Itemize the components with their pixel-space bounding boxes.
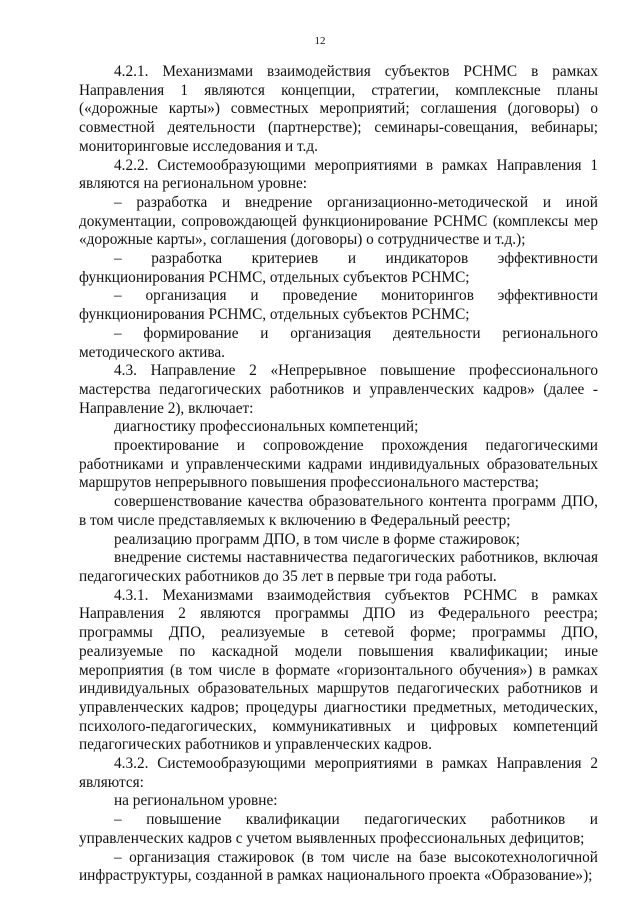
list-item: – формирование и организация деятельности регионального методического актива. [79,324,598,361]
list-item: совершенствование качества образовательного контента программ ДПО, в том числе представляемых к включению в Федеральный реестр; [79,493,598,529]
paragraph-4-3-1: 4.3.1. Механизмами взаимодействия субъектов РСНМС в рамках Направления 2 являются программы ДПО из Федерального реестра; программы ДПО, реализуемые в сетевой форме; программы ДПО, реализуемые по каскадной модели повышения квалификации; иные мероприятия (в том числе в формате «горизонтального обучения») в рамках индивидуальных образовательных маршрутов педагогических работников и управленческих кадров; процедуры диагностики предметных, методических, психолого-педагогических, коммуникативных и цифровых компетенций педагогических работников и управленческих кадров. [79,586,598,754]
list-item: внедрение системы наставничества педагогических работников, включая педагогических работников до 35 лет в первые три года работы. [79,549,598,585]
list-item: реализацию программ ДПО, в том числе в форме стажировок; [114,530,520,548]
paragraph-4-3-2: 4.3.2. Системообразующими мероприятиями в рамках Направления 2 являются: [79,755,598,791]
list-item: – разработка критериев и индикаторов эффективности функционирования РСНМС, отдельных субъектов РСНМС; [79,250,598,286]
list-item: диагностику профессиональных компетенций; [114,418,419,436]
document-body [79,63,598,886]
list-item: – повышение квалификации педагогических работников и управленческих кадров с учетом выявленных профессиональных дефицитов; [79,811,598,847]
paragraph-4-3: 4.3. Направление 2 «Непрерывное повышение профессионального мастерства педагогических работников и управленческих кадров» (далее - Направление 2), включает: [79,362,598,417]
paragraph-4-2-2: 4.2.2. Системообразующими мероприятиями в рамках Направления 1 являются на региональном уровне: [79,156,598,193]
list-item: – разработка и внедрение организационно-методической и иной документации, сопровождающей функционирование РСНМС (комплексы мер «дорожные карты», соглашения (договоры) о сотрудничестве и т.д.); [79,193,598,249]
subheading-regional-level: на региональном уровне: [114,792,278,810]
page-number: 12 [314,35,326,47]
paragraph-4-2-1: 4.2.1. Механизмами взаимодействия субъектов РСНМС в рамках Направления 1 являются концепции, стратегии, комплексные планы («дорожные карты») совместных мероприятий; соглашения (договоры) о совместной деятельности (партнерстве); семинары-совещания, вебинары; мониторинговые исследования и т.д. [79,63,598,155]
list-item: – организация стажировок (в том числе на базе высокотехнологичной инфраструктуры, созданной в рамках национального проекта «Образование»); [79,848,598,885]
list-item: проектирование и сопровождение прохождения педагогическими работниками и управленческими кадрами индивидуальных образовательных маршрутов непрерывного повышения профессионального мастерства; [79,437,598,492]
list-item: – организация и проведение мониторингов эффективности функционирования РСНМС, отдельных субъектов РСНМС; [79,287,598,324]
